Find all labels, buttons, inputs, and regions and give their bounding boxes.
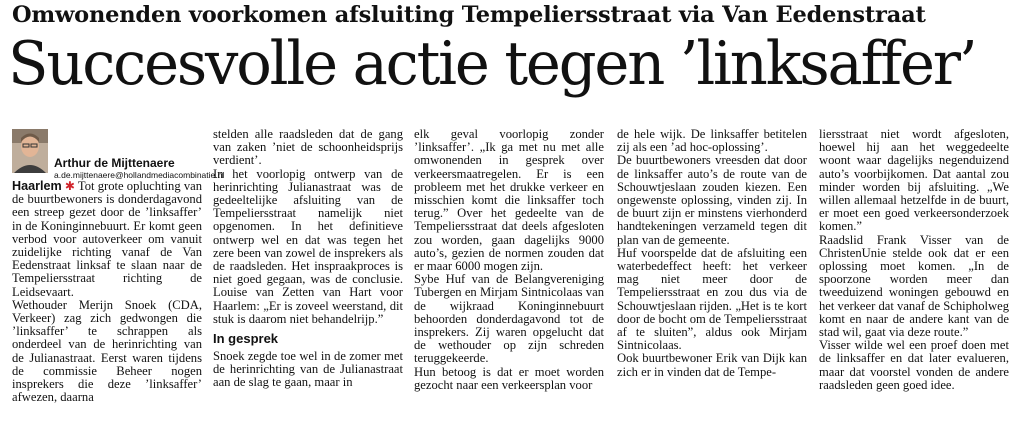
paragraph: liersstraat niet wordt afgesloten, hoewel hij aan het weggedeelte woont waar dagelijks negenduizend auto’s voorbijkomen. Dat aantal zou minder worden bij afsluiting. „We willen allemaal hetzelfde in de buurt, er moet een goed verkeersonderzoek komen.” bbox=[819, 128, 1009, 234]
article-column-5 bbox=[819, 128, 1009, 420]
paragraph: Hun betoog is dat er moet worden gezocht naar een verkeersplan voor bbox=[414, 364, 604, 392]
paragraph: de hele wijk. De linksaffer betitelen zij als een ’ad hoc-oplossing’. bbox=[617, 128, 807, 155]
article-column-4 bbox=[617, 128, 807, 420]
author-name: Arthur de Mijttenaere bbox=[54, 156, 175, 170]
paragraph: elk geval voorlopig zonder ’linksaffer’. „Ik ga met nu met alle omwonenden in gesprek over verkeersmaatregelen. Er is een probleem met het drukke verkeer en misschien komt die linksaffer toch terug.” Over het gedeelte van de Tempeliersstraat dat deels afgesloten zou worden, gaan dagelijks 9000 auto’s, gezien de normen zouden dat er maar 6000 mogen zijn. bbox=[414, 128, 604, 274]
paragraph: Sybe Huf van de Belangvereniging Tubergen en Mirjam Sintnicolaas van de wijkraad Koninginnebuurt behoorden donderdagavond tot de insprekers. Zij waren opgelucht dat de wethouder op zijn schreden teruggekeerde. bbox=[414, 272, 604, 366]
author-email[interactable]: a.de.mijttenaere@hollandmediacombinatie.nl bbox=[54, 170, 225, 180]
paragraph: Wethouder Merijn Snoek (CDA, Verkeer) zag zich gedwongen die ’linksaffer’ te schrappen als onderdeel van de herinrichting van de Julianastraat. Eerst waren tijdens de commissie Beheer nogen insprekers die deze ’linksaffer’ afwezen, daarna bbox=[12, 297, 202, 405]
byline bbox=[12, 129, 225, 180]
kicker: Omwonenden voorkomen afsluiting Tempeliersstraat via Van Eedenstraat bbox=[12, 2, 926, 28]
subhead: In gesprek bbox=[213, 331, 279, 347]
paragraph: Ook buurtbewoner Erik van Dijk kan zich er in vinden dat de Tempe- bbox=[617, 351, 807, 379]
article-column-1 bbox=[12, 180, 202, 420]
paragraph bbox=[12, 180, 202, 299]
article-column-3 bbox=[414, 128, 604, 420]
paragraph: Huf voorspelde dat de afsluiting een waterbedeffect heeft: het verkeer mag niet meer door de Tempeliersstraat en zou dus via de Schouwtjeslaan rijden. „Het is te kort door de bocht om de Tempeliersstraat af te sluiten”, aldus ook Mirjam Sintnicolaas. bbox=[617, 245, 807, 353]
paragraph: Raadslid Frank Visser van de ChristenUnie stelde ook dat er een oplossing moet komen. „In de spoorzone worden meer dan tweeduizend woningen gebouwd en het verkeer dat vanaf de Schipholweg komt en naar de andere kant van de stad wil, gaat via deze route.” bbox=[819, 232, 1009, 340]
red-asterisk-icon: ✱ bbox=[64, 180, 75, 193]
paragraph: In het voorlopig ontwerp van de herinrichting Julianastraat was de gedeeltelijke afsluiting van de Tempeliersstraat namelijk niet opgenomen. In het definitieve ontwerp wel en dat was tegen het zere been van zowel de insprekers als de raadsleden. Het inspraakproces is niet goed gegaan, was de conclusie. Louise van Zetten van Hart voor Haarlem: „Er is zoveel weerstand, dit stuk is daarom niet behandelrijp.” bbox=[213, 166, 403, 326]
paragraph: Snoek zegde toe wel in de zomer met de herinrichting van de Julianastraat aan de slag te gaan, maar in bbox=[213, 349, 403, 390]
paragraph: stelden alle raadsleden dat de gang van zaken ’niet de schoonheidsprijs verdient’. bbox=[213, 128, 403, 168]
headline: Succesvolle actie tegen ’linksaffer’ bbox=[8, 29, 976, 99]
paragraph: Visser wilde wel een proef doen met de linksaffer en dat later evalueren, maar dat voorstel vonden de andere raadsleden geen goed idee. bbox=[819, 338, 1009, 392]
article-column-2 bbox=[213, 128, 403, 420]
paragraph-text: Tot grote opluchting van de buurtbewoners is donderdagavond een streep gezet door de ’linksaffer’ in de Koninginnebuurt. Er komt geen verbod voor autoverkeer om vanuit zuidelijke richting vanaf de Van Eedenstraat linksaf te slaan naar de Tempeliersstraat richting de Leidsevaart. bbox=[12, 180, 202, 299]
paragraph: De buurtbewoners vreesden dat door de linksaffer auto’s de route van de Schouwtjeslaan zouden kiezen. Een ongewenste oplossing, vinden zij. In de buurt zijn er minstens vierhonderd handtekeningen verzameld tegen dit plan van de gemeente. bbox=[617, 153, 807, 247]
author-photo bbox=[12, 129, 48, 173]
dateline: Haarlem bbox=[12, 180, 62, 193]
